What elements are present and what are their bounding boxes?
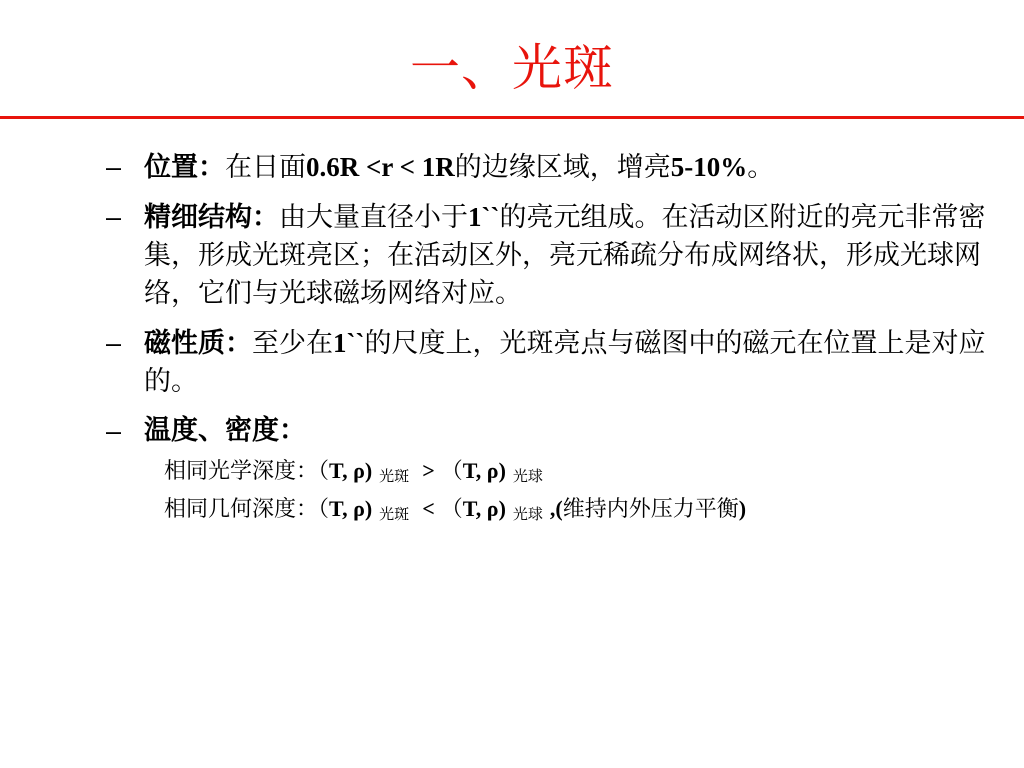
bullet-position	[106, 148, 986, 187]
bullet-text: 。	[747, 152, 775, 183]
subscript-facula: 光斑	[379, 505, 410, 523]
bullet-dash: –	[106, 328, 122, 358]
bullet-percentage: 5-10%	[670, 152, 748, 182]
bullet-formula: 0.6R <r < 1R	[306, 152, 455, 182]
subscript-photosphere: 光球	[512, 467, 543, 485]
paren-open: （	[318, 497, 330, 522]
subscript-photosphere: 光球	[512, 505, 543, 523]
variables: T, ρ)	[329, 496, 373, 521]
sub-item-geometric-depth	[164, 491, 986, 529]
bullet-list	[106, 148, 986, 529]
bullet-arcsec: 1``	[333, 328, 365, 358]
paren-open: （	[440, 497, 463, 522]
note-close: )	[738, 496, 747, 521]
bullet-text: 的尺度上，光斑亮点与磁图中的磁元在位置上是对应的。	[144, 328, 986, 397]
comparison-operator: >	[422, 458, 435, 483]
slide-title: 一、光斑	[410, 39, 614, 97]
bullet-magnetic	[106, 324, 986, 401]
bullet-temperature-density	[106, 412, 986, 450]
bullet-text: 在日面	[225, 152, 306, 183]
bullet-dash: –	[106, 416, 122, 446]
bullet-label: 位置：	[144, 152, 225, 183]
paren-open: （	[440, 459, 463, 484]
bullet-label: 精细结构：	[144, 202, 279, 233]
bullet-text: 至少在	[252, 328, 333, 359]
variables: T, ρ)	[329, 458, 373, 483]
sub-item-label: 相同光学深度：	[164, 459, 319, 484]
comparison-operator: <	[422, 496, 435, 521]
paren-open: （	[318, 459, 330, 484]
bullet-text: 的亮元组成。在活动区附近的亮元非常密集，形成光斑亮区；在活动区外，亮元稀疏分布成网络状，形成光球网络，它们与光球磁场网络对应。	[144, 202, 986, 309]
sub-item-label: 相同几何深度：	[164, 497, 319, 522]
sub-item-list	[164, 453, 986, 529]
bullet-text: 的边缘区域，增亮	[454, 152, 671, 183]
variables: T, ρ)	[462, 458, 506, 483]
bullet-label: 温度、密度：	[144, 415, 306, 446]
note-open: ,(	[549, 496, 563, 521]
bullet-dash: –	[106, 202, 122, 232]
variables: T, ρ)	[462, 496, 506, 521]
bullet-dash: –	[106, 152, 122, 182]
bullet-label: 磁性质：	[144, 328, 252, 359]
bullet-text: 由大量直径小于	[279, 202, 468, 233]
pressure-balance-note: 维持内外压力平衡	[562, 497, 739, 522]
bullet-fine-structure	[106, 198, 986, 313]
subscript-facula: 光斑	[379, 467, 410, 485]
sub-item-optical-depth	[164, 453, 986, 491]
bullet-arcsec: 1``	[468, 202, 500, 232]
title-divider	[0, 116, 1024, 119]
